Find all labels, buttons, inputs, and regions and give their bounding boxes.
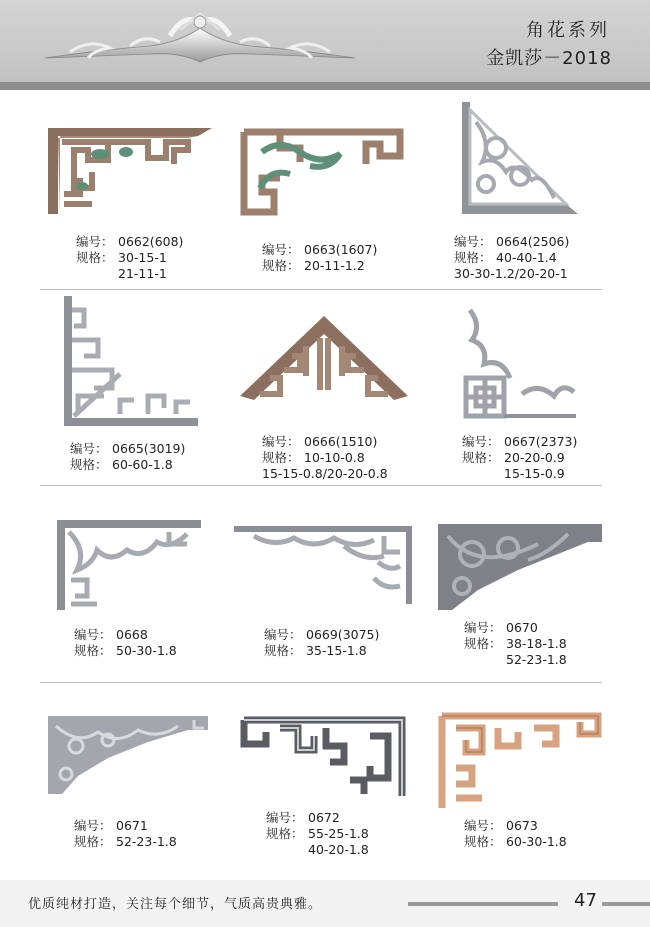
product-spec: 40-20-1.8 bbox=[308, 842, 369, 857]
product-spec: 60-30-1.8 bbox=[506, 834, 567, 849]
page-header bbox=[0, 0, 650, 82]
product-code: 0662(608) bbox=[118, 234, 184, 249]
code-label: 编号： bbox=[266, 810, 304, 825]
scroll-corner-bracket-icon bbox=[57, 520, 201, 610]
code-label: 编号： bbox=[74, 818, 112, 833]
product-spec: 60-60-1.8 bbox=[112, 457, 173, 472]
product-spec: 20-20-0.9 bbox=[504, 450, 565, 465]
product-spec: 15-15-0.8/20-20-0.8 bbox=[262, 466, 388, 481]
peony-corner-bracket-icon bbox=[438, 524, 602, 610]
header-divider bbox=[0, 82, 650, 90]
fret-corner-bracket-icon bbox=[438, 712, 602, 810]
spec-label: 规格： bbox=[74, 643, 112, 658]
product-code: 0667(2373) bbox=[504, 434, 578, 449]
code-label: 编号： bbox=[70, 441, 108, 456]
product-spec: 52-23-1.8 bbox=[116, 834, 177, 849]
code-label: 编号： bbox=[74, 627, 112, 642]
product-spec: 30-30-1.2/20-20-1 bbox=[454, 266, 568, 281]
product-spec: 10-10-0.8 bbox=[304, 450, 365, 465]
code-label: 编号： bbox=[454, 234, 492, 249]
footer-rule bbox=[602, 902, 650, 906]
fret-corner-bracket-icon bbox=[64, 296, 198, 426]
product-code: 0665(3019) bbox=[112, 441, 186, 456]
scroll-knot-corner-icon bbox=[462, 306, 576, 422]
code-label: 编号： bbox=[262, 242, 300, 257]
spec-label: 规格： bbox=[462, 450, 500, 465]
product-code: 0669(3075) bbox=[306, 627, 380, 642]
spec-label: 规格： bbox=[74, 834, 112, 849]
product-spec: 35-15-1.8 bbox=[306, 643, 367, 658]
carved-corner-bracket-icon bbox=[48, 716, 208, 794]
code-label: 编号： bbox=[464, 818, 502, 833]
product-spec: 30-15-1 bbox=[118, 250, 167, 265]
fret-corner-bracket-icon bbox=[240, 716, 406, 798]
spec-label: 规格： bbox=[264, 643, 302, 658]
footer-rule bbox=[408, 902, 558, 906]
product-spec: 55-25-1.8 bbox=[308, 826, 369, 841]
product-code: 0673 bbox=[506, 818, 538, 833]
fret-corner-bracket-icon bbox=[48, 128, 212, 214]
product-code: 0668 bbox=[116, 627, 148, 642]
product-code: 0664(2506) bbox=[496, 234, 570, 249]
row-divider bbox=[40, 682, 602, 683]
code-label: 编号： bbox=[264, 627, 302, 642]
acanthus-ornament-icon bbox=[40, 6, 360, 72]
product-code: 0672 bbox=[308, 810, 340, 825]
product-code: 0663(1607) bbox=[304, 242, 378, 257]
product-code: 0670 bbox=[506, 620, 538, 635]
gable-fret-ornament-icon bbox=[240, 316, 408, 404]
spec-label: 规格： bbox=[464, 834, 502, 849]
product-spec: 21-11-1 bbox=[118, 266, 167, 281]
product-spec: 38-18-1.8 bbox=[506, 636, 567, 651]
product-spec: 15-15-0.9 bbox=[504, 466, 565, 481]
product-spec: 40-40-1.4 bbox=[496, 250, 557, 265]
product-code: 0671 bbox=[116, 818, 148, 833]
spec-label: 规格： bbox=[76, 250, 114, 265]
spec-label: 规格： bbox=[464, 636, 502, 651]
spec-label: 规格： bbox=[262, 450, 300, 465]
code-label: 编号： bbox=[462, 434, 500, 449]
fret-corner-bracket-icon bbox=[240, 128, 405, 216]
series-title: 角花系列 bbox=[526, 20, 610, 41]
brand-year: 金凯莎－2018 bbox=[486, 48, 612, 69]
spec-label: 规格： bbox=[266, 826, 304, 841]
page-number: 47 bbox=[574, 890, 597, 911]
code-label: 编号： bbox=[76, 234, 114, 249]
product-spec: 20-11-1.2 bbox=[304, 258, 365, 273]
scroll-corner-bracket-icon bbox=[234, 526, 412, 604]
spec-label: 规格： bbox=[262, 258, 300, 273]
row-divider bbox=[40, 485, 602, 486]
spec-label: 规格： bbox=[454, 250, 492, 265]
code-label: 编号： bbox=[464, 620, 502, 635]
floral-triangle-corner-icon bbox=[462, 102, 578, 214]
spec-label: 规格： bbox=[70, 457, 108, 472]
code-label: 编号： bbox=[262, 434, 300, 449]
product-spec: 52-23-1.8 bbox=[506, 652, 567, 667]
row-divider bbox=[40, 289, 602, 290]
product-spec: 50-30-1.8 bbox=[116, 643, 177, 658]
footer-slogan: 优质纯材打造，关注每个细节，气质高贵典雅。 bbox=[28, 897, 323, 912]
product-code: 0666(1510) bbox=[304, 434, 378, 449]
